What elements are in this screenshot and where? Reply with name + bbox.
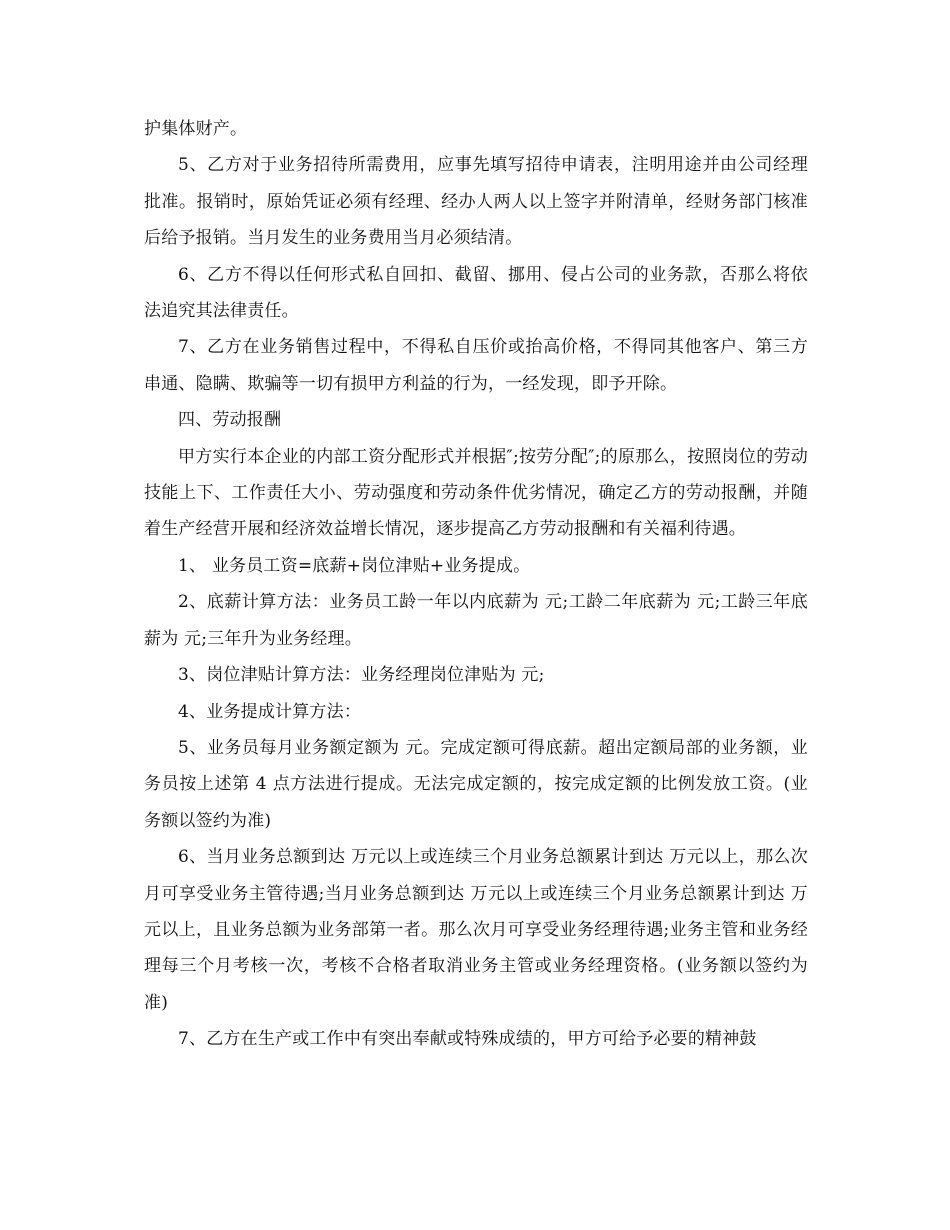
paragraph-continuation: 护集体财产。 — [144, 119, 248, 139]
paragraph-promotion-rules: 6、当月业务总额到达 万元以上或连续三个月业务总额累计到达 万元以上，那么次月可享受业务主管待遇;当月业务总额到达 万元以上或连续三个月业务总额累计到达 万元以上，且业务总额为业务部第一者。那么次月可享受业务经理待遇;业务主管和业务经理每三个月考核一次，考核不合格者取消业务主管或业务经理资格。(业务额以签约为准) — [144, 847, 808, 1013]
paragraph-rewards: 7、乙方在生产或工作中有突出奉献或特殊成绩的，甲方可给予必要的精神鼓 — [178, 1029, 757, 1050]
paragraph-base-salary: 2、底薪计算方法：业务员工龄一年以内底薪为 元;工龄二年底薪为 元;工龄三年底薪为 元;三年升为业务经理。 — [144, 592, 808, 649]
paragraph-monthly-quota: 5、业务员每月业务额定额为 元。完成定额可得底薪。超出定额局部的业务额，业务员按上述第 4 点方法进行提成。无法完成定额的，按完成定额的比例发放工资。(业务额以签约为准) — [144, 737, 808, 831]
paragraph-commission-method: 4、业务提成计算方法： — [178, 701, 362, 722]
paragraph-item-6-misappropriation: 6、乙方不得以任何形式私自回扣、截留、挪用、侵占公司的业务款，否那么将依法追究其法律责任。 — [144, 264, 808, 322]
paragraph-remuneration-principle: 甲方实行本企业的内部工资分配形式并根据″;按劳分配″;的原那么，按照岗位的劳动技能上下、工作责任大小、劳动强度和劳动条件优劣情况，确定乙方的劳动报酬，并随着生产经营开展和经济效益增长情况，逐步提高乙方劳动报酬和有关福利待遇。 — [144, 446, 808, 540]
paragraph-post-allowance: 3、岗位津贴计算方法：业务经理岗位津贴为 元; — [178, 665, 545, 686]
section-heading-labor-remuneration: 四、劳动报酬 — [178, 410, 282, 431]
document-body — [144, 111, 808, 1058]
paragraph-item-5-entertainment-expenses: 5、乙方对于业务招待所需费用，应事先填写招待申请表，注明用途并由公司经理批准。报销时，原始凭证必须有经理、经办人两人以上签字并附清单，经财务部门核准后给予报销。当月发生的业务费用当月必须结清。 — [144, 155, 808, 249]
paragraph-salary-formula: 1、 业务员工资=底薪+岗位津贴+业务提成。 — [178, 555, 531, 576]
paragraph-item-7-pricing-conduct: 7、乙方在业务销售过程中，不得私自压价或抬高价格，不得同其他客户、第三方串通、隐瞒、欺骗等一切有损甲方利益的行为，一经发现，即予开除。 — [144, 337, 808, 394]
